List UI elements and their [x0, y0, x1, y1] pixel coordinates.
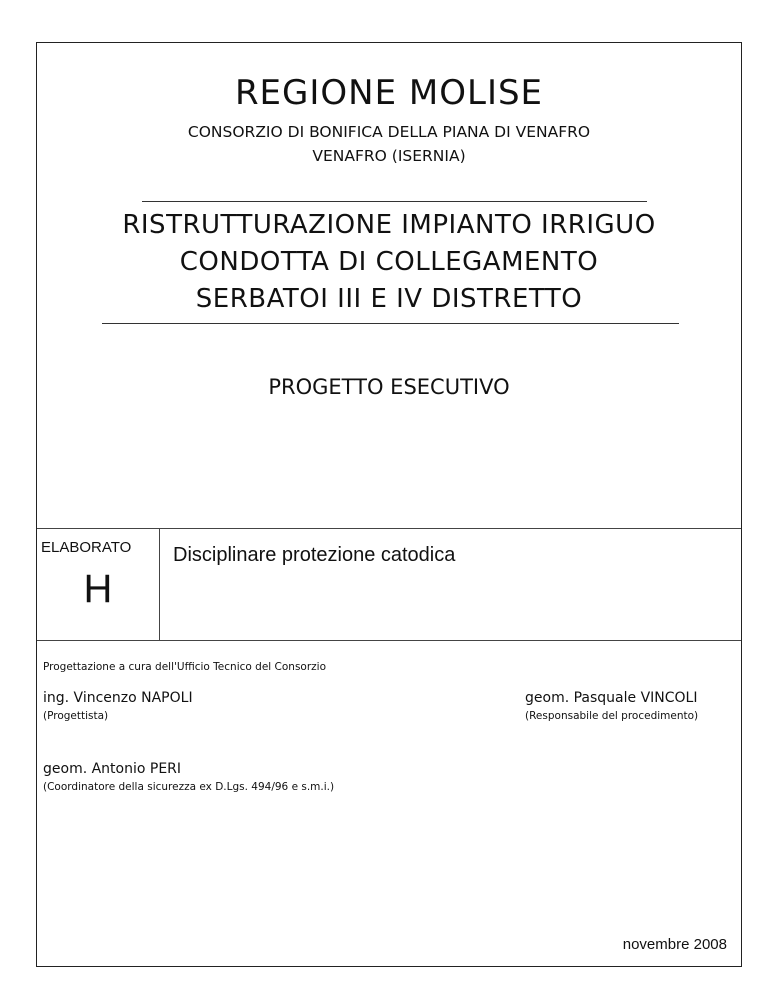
- project-title-line-3: SERBATOI III E IV DISTRETTO: [195, 284, 583, 314]
- title-block-frame: [36, 42, 742, 967]
- safety-coordinator-role: (Coordinatore della sicurezza ex D.Lgs. 494/96 e s.m.i.): [43, 781, 335, 793]
- project-title-line-1: RISTRUTTURAZIONE IMPIANTO IRRIGUO: [122, 210, 656, 240]
- designer-name: ing. Vincenzo NAPOLI: [43, 690, 193, 706]
- safety-coordinator-name: geom. Antonio PERI: [43, 761, 182, 777]
- divider-bottom: [102, 323, 679, 324]
- consorzio-name: CONSORZIO DI BONIFICA DELLA PIANA DI VENAFRO: [187, 123, 591, 141]
- procedure-manager-role: (Responsabile del procedimento): [525, 710, 699, 722]
- elaborato-box: [37, 528, 741, 641]
- design-office-credit: Progettazione a cura dell'Ufficio Tecnico del Consorzio: [43, 661, 327, 673]
- project-phase: PROGETTO ESECUTIVO: [268, 375, 510, 399]
- designer-role: (Progettista): [43, 710, 109, 722]
- elaborato-code-cell: [37, 529, 160, 640]
- elaborato-title: Disciplinare protezione catodica: [173, 544, 456, 566]
- document-date: novembre 2008: [622, 936, 727, 953]
- procedure-manager-name: geom. Pasquale VINCOLI: [525, 690, 698, 706]
- elaborato-label: ELABORATO: [41, 539, 132, 556]
- elaborato-code: H: [83, 567, 113, 611]
- divider-top: [142, 201, 647, 202]
- project-title-line-2: CONDOTTA DI COLLEGAMENTO: [179, 247, 599, 277]
- region-title: REGIONE MOLISE: [234, 73, 544, 113]
- consorzio-location: VENAFRO (ISERNIA): [312, 147, 466, 165]
